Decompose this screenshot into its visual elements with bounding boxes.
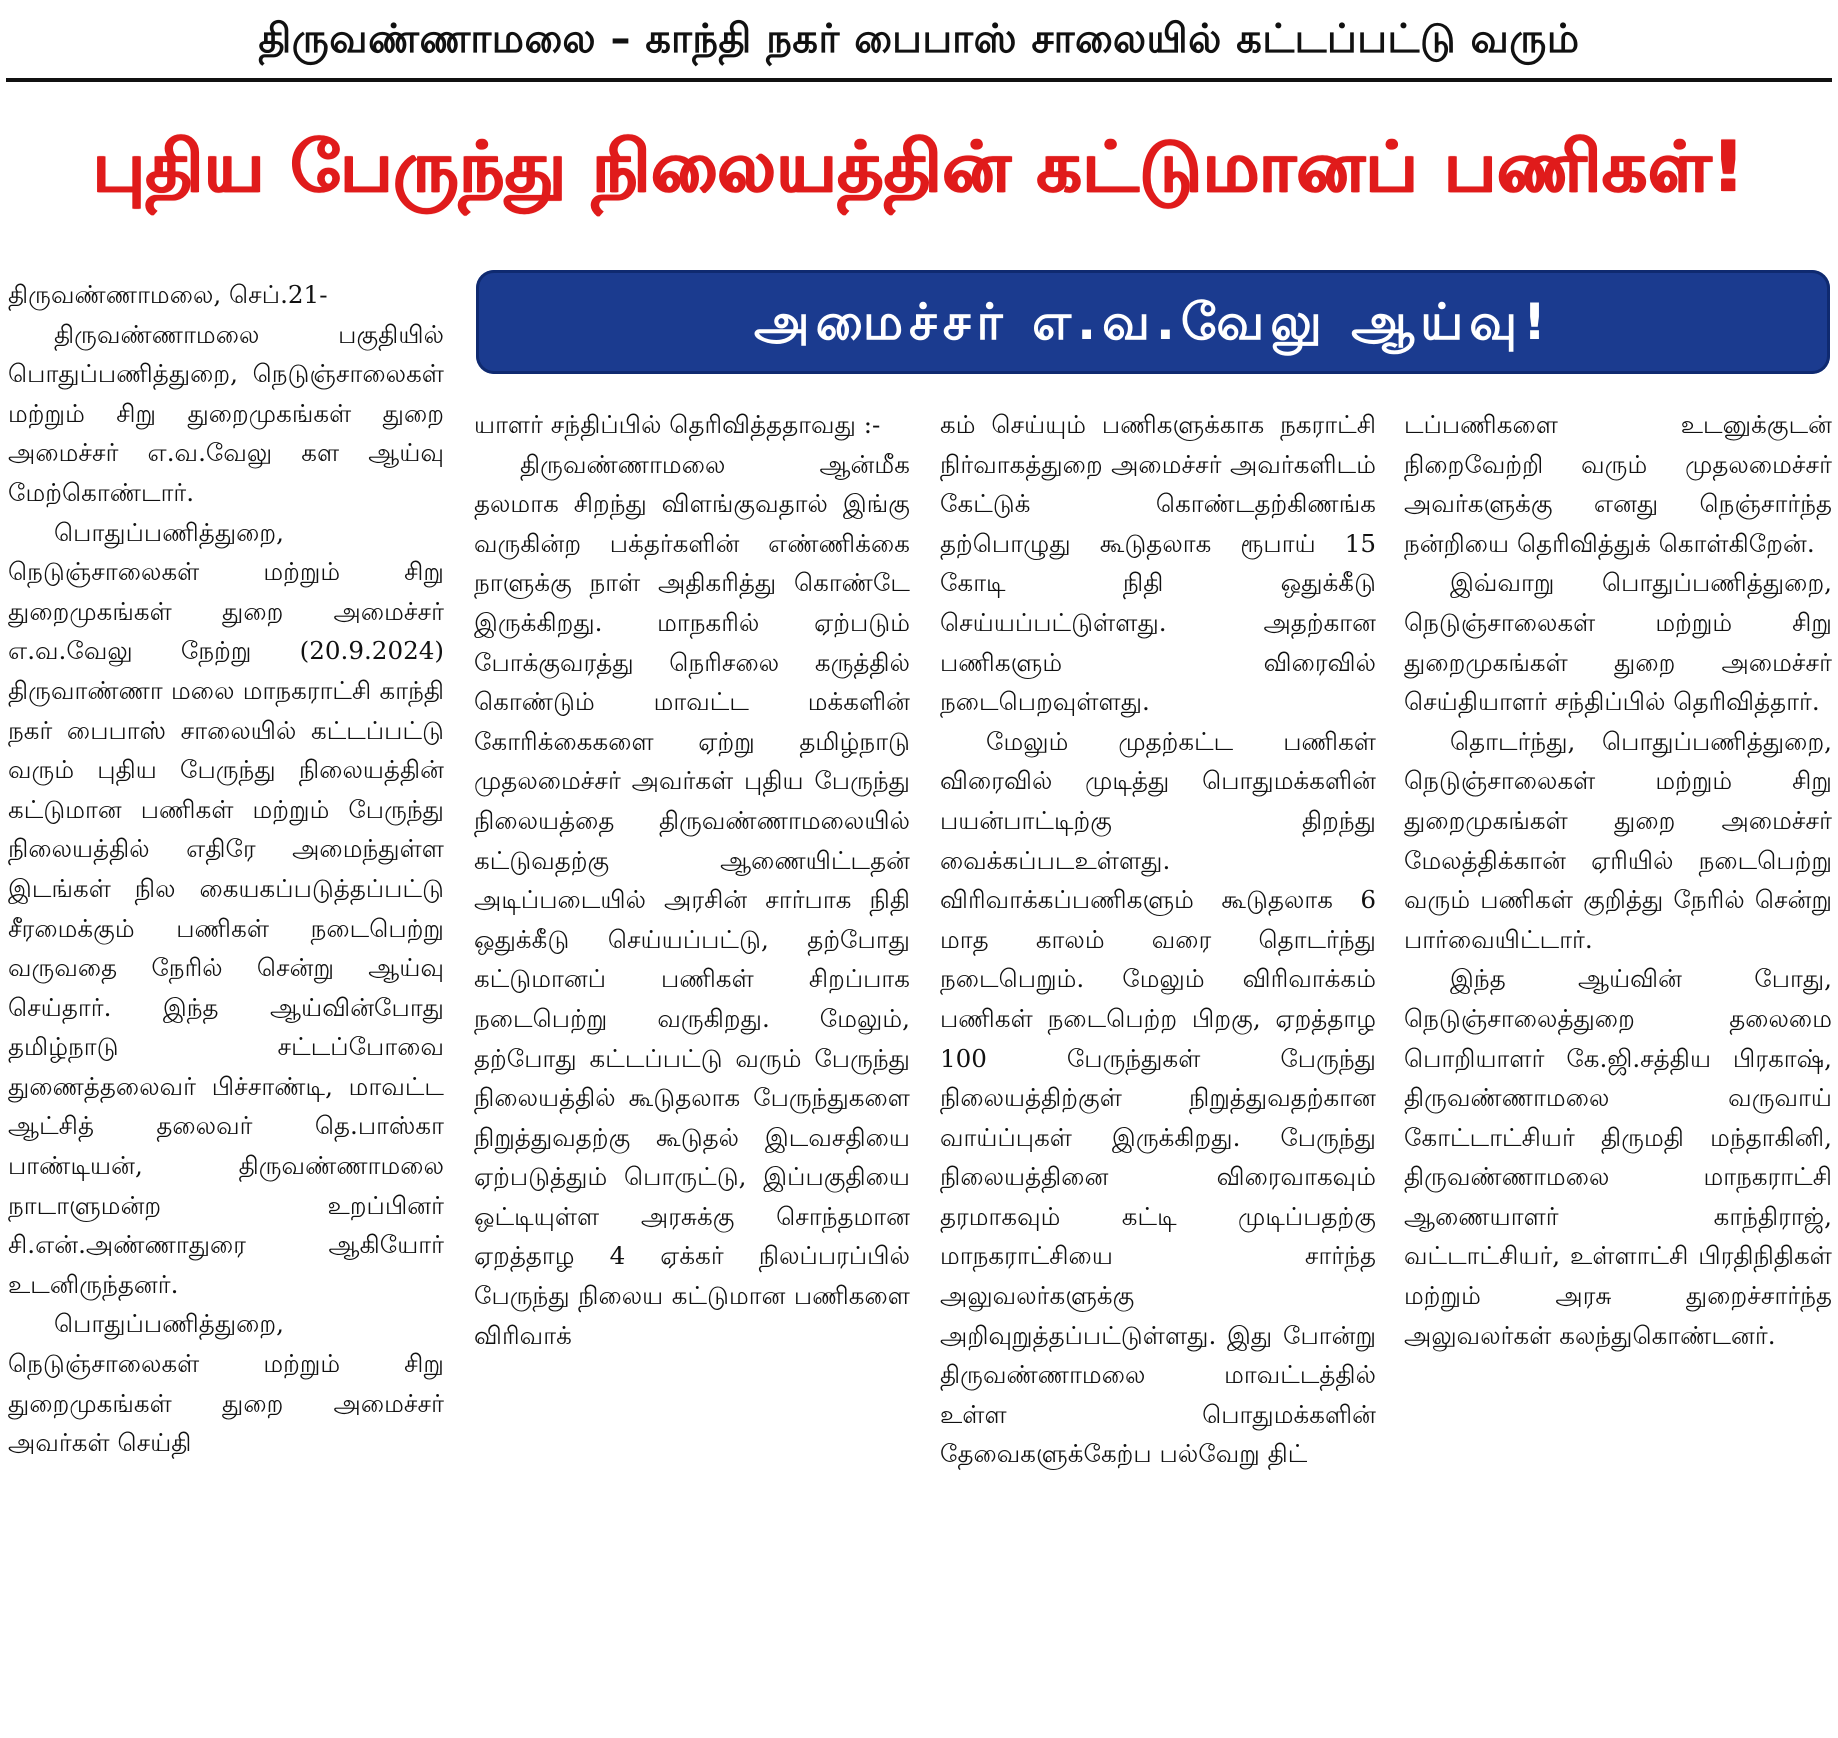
- article-column-4: [1404, 405, 1832, 1733]
- dateline: திருவண்ணாமலை, செப்.21-: [8, 280, 328, 309]
- article-paragraph: யாளர் சந்திப்பில் தெரிவித்ததாவது :-: [474, 410, 881, 439]
- article-paragraph: பொதுப்பணித்துறை, நெடுஞ்சாலைகள் மற்றும் சிறு துறைமுகங்கள் துறை அமைச்சர் எ.வ.வேலு நேற்று (20.9.2024) திருவாண்ணா மலை மாநகராட்சி காந்தி நகர் பைபாஸ் சாலையில் கட்டப்பட்டு வரும் புதிய பேருந்து நிலையத்தின் கட்டுமான பணிகள் மற்றும் பேருந்து நிலையத்தில் எதிரே அமைந்துள்ள இடங்கள் நில கையகப்படுத்தப்பட்டு சீரமைக்கும் பணிகள் நடைபெற்று வருவதை நேரில் சென்று ஆய்வு செய்தார். இந்த ஆய்வின்போது தமிழ்நாடு சட்டப்போவை துணைத்தலைவர் பிச்சாண்டி, மாவட்ட ஆட்சித் தலைவர் தெ.பாஸ்கா பாண்டியன், திருவண்ணாமலை நாடாளுமன்ற உறப்பினர் சி.என்.அண்ணாதுரை ஆகியோர் உடனிருந்தனர்.: [8, 517, 444, 1299]
- subheadline-banner: அமைச்சர் எ.வ.வேலு ஆய்வு!: [476, 270, 1830, 374]
- article-paragraph: இவ்வாறு பொதுப்பணித்துறை, நெடுஞ்சாலைகள் மற்றும் சிறு துறைமுகங்கள் துறை அமைச்சர் செய்தியாளர் சந்திப்பில் தெரிவித்தார்.: [1404, 568, 1832, 717]
- article-paragraph: கம் செய்யும் பணிகளுக்காக நகராட்சி நிர்வாகத்துறை அமைச்சர் அவர்களிடம் கேட்டுக் கொண்டதற்கிணங்க தற்பொழுது கூடுதலாக ரூபாய் 15 கோடி நிதி ஒதுக்கீடு செய்யப்பட்டுள்ளது. அதற்கான பணிகளும் விரைவில் நடைபெறவுள்ளது.: [940, 410, 1376, 717]
- article-paragraph: மேலும் முதற்கட்ட பணிகள் விரைவில் முடித்து பொதுமக்களின் பயன்பாட்டிற்கு திறந்து வைக்கப்படஉள்ளது. விரிவாக்கப்பணிகளும் கூடுதலாக 6 மாத காலம் வரை தொடர்ந்து நடைபெறும். மேலும் விரிவாக்கம் பணிகள் நடைபெற்ற பிறகு, ஏறத்தாழ 100 பேருந்துகள் பேருந்து நிலையத்திற்குள் நிறுத்துவதற்கான வாய்ப்புகள் இருக்கிறது. பேருந்து நிலையத்தினை விரைவாகவும் தரமாகவும் கட்டி முடிப்பதற்கு மாநகராட்சியை சார்ந்த அலுவலர்களுக்கு அறிவுறுத்தப்பட்டுள்ளது. இது போன்று திருவண்ணாமலை மாவட்டத்தில் உள்ள பொதுமக்களின் தேவைகளுக்கேற்ப பல்வேறு திட்: [940, 726, 1376, 1469]
- article-column-1: [8, 275, 444, 1733]
- article-paragraph: திருவண்ணாமலை ஆன்மீக தலமாக சிறந்து விளங்குவதால் இங்கு வருகின்ற பக்தர்களின் எண்ணிக்கை நாளுக்கு நாள் அதிகரித்து கொண்டே இருக்கிறது. மாநகரில் ஏற்படும் போக்குவரத்து நெரிசலை கருத்தில் கொண்டும் மாவட்ட மக்களின் கோரிக்கைகளை ஏற்று தமிழ்நாடு முதலமைச்சர் அவர்கள் புதிய பேருந்து நிலையத்தை திருவண்ணாமலையில் கட்டுவதற்கு ஆணையிட்டதன் அடிப்படையில் அரசின் சார்பாக நிதி ஒதுக்கீடு செய்யப்பட்டு, தற்போது கட்டுமானப் பணிகள் சிறப்பாக நடைபெற்று வருகிறது. மேலும், தற்போது கட்டப்பட்டு வரும் பேருந்து நிலையத்தில் கூடுதலாக பேருந்துகளை நிறுத்துவதற்கு கூடுதல் இடவசதியை ஏற்படுத்தும் பொருட்டு, இப்பகுதியை ஒட்டியுள்ள அரசுக்கு சொந்தமான ஏறத்தாழ 4 ஏக்கர் நிலப்பரப்பில் பேருந்து நிலைய கட்டுமான பணிகளை விரிவாக்: [474, 449, 910, 1350]
- article-column-2: [474, 405, 910, 1733]
- article-paragraph: இந்த ஆய்வின் போது, நெடுஞ்சாலைத்துறை தலைமை பொறியாளர் கே.ஜி.சத்திய பிரகாஷ், திருவண்ணாமலை வருவாய் கோட்டாட்சியர் திருமதி மந்தாகினி, திருவண்ணாமலை மாநகராட்சி ஆணையாளர் காந்திராஜ், வட்டாட்சியர், உள்ளாட்சி பிரதிநிதிகள் மற்றும் அரசு துறைச்சார்ந்த அலுவலர்கள் கலந்துகொண்டனர்.: [1404, 964, 1832, 1350]
- kicker-headline: திருவண்ணாமலை – காந்தி நகர் பைபாஸ் சாலையில் கட்டப்பட்டு வரும்: [258, 16, 1580, 62]
- kicker-divider: [6, 78, 1832, 82]
- main-headline: புதிய பேருந்து நிலையத்தின் கட்டுமானப் பணிகள்!: [92, 126, 1746, 208]
- article-paragraph: தொடர்ந்து, பொதுப்பணித்துறை, நெடுஞ்சாலைகள் மற்றும் சிறு துறைமுகங்கள் துறை அமைச்சர் மேலத்திக்கான் ஏரியில் நடைபெற்று வரும் பணிகள் குறித்து நேரில் சென்று பார்வையிட்டார்.: [1404, 726, 1832, 954]
- article-paragraph: பொதுப்பணித்துறை, நெடுஞ்சாலைகள் மற்றும் சிறு துறைமுகங்கள் துறை அமைச்சர் அவர்கள் செய்தி: [8, 1309, 444, 1458]
- article-paragraph: திருவண்ணாமலை பகுதியில் பொதுப்பணித்துறை, நெடுஞ்சாலைகள் மற்றும் சிறு துறைமுகங்கள் துறை அமைச்சர் எ.வ.வேலு கள ஆய்வு மேற்கொண்டார்.: [8, 319, 444, 507]
- article-column-3: [940, 405, 1376, 1733]
- article-paragraph: டப்பணிகளை உடனுக்குடன் நிறைவேற்றி வரும் முதலமைச்சர் அவர்களுக்கு எனது நெஞ்சார்ந்த நன்றியை தெரிவித்துக் கொள்கிறேன்.: [1404, 410, 1832, 558]
